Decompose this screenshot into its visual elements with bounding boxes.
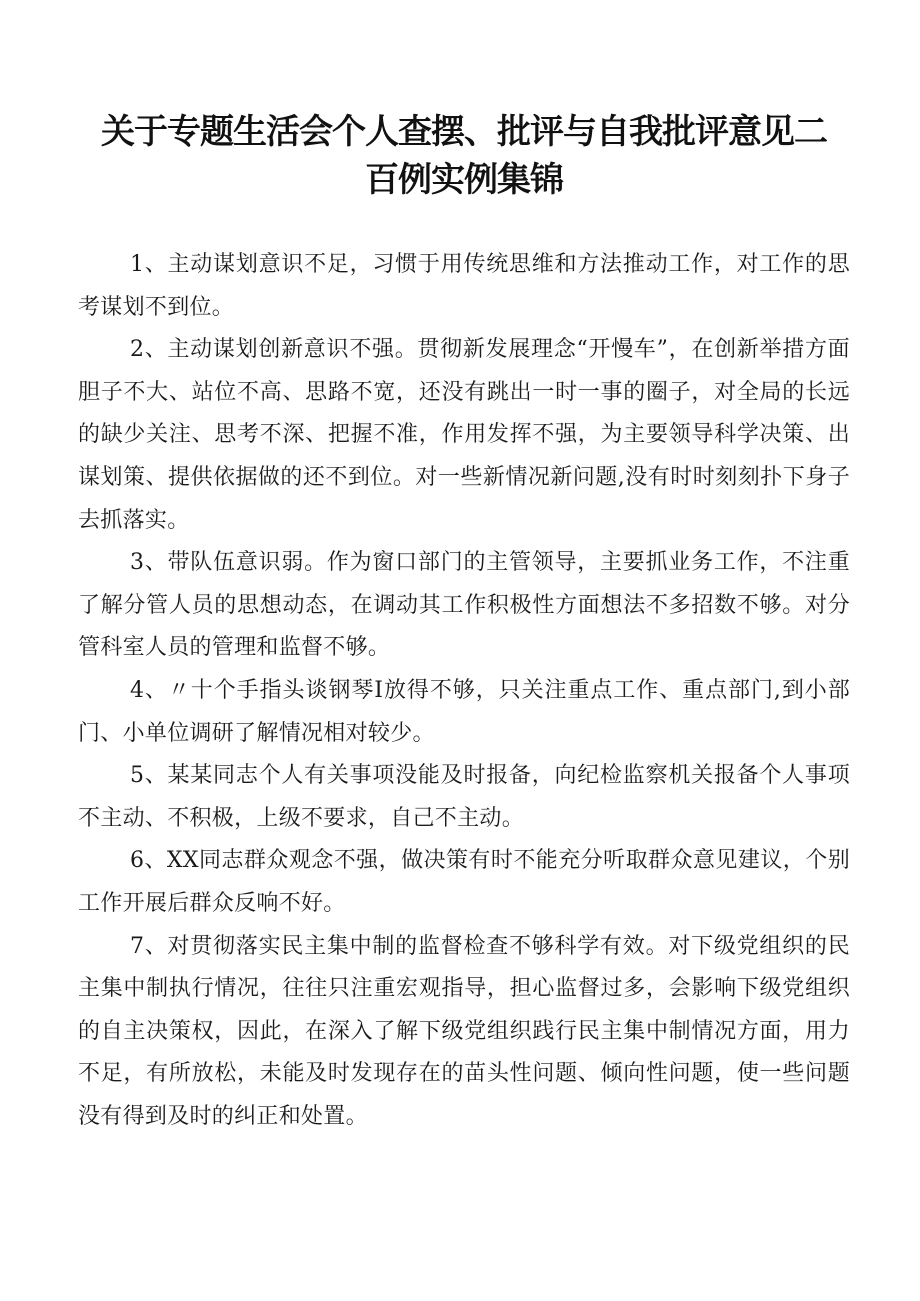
document-title-line-2: 百例实例集锦 bbox=[365, 160, 563, 200]
document-title-line-1: 关于专题生活会个人查摆、批评与自我批评意见二 bbox=[101, 112, 827, 152]
document-body bbox=[78, 244, 850, 1138]
paragraph-3: 3、带队伍意识弱。作为窗口部门的主管领导，主要抓业务工作，不注重了解分管人员的思想动态，在调动其工作积极性方面想法不多招数不够。对分管科室人员的管理和监督不够。 bbox=[78, 550, 850, 661]
document-title bbox=[78, 108, 850, 204]
paragraph-5: 5、某某同志个人有关事项没能及时报备，向纪检监察机关报备个人事项不主动、不积极，上级不要求，自己不主动。 bbox=[78, 763, 850, 831]
paragraph-4: 4、〃十个手指头谈钢琴I放得不够，只关注重点工作、重点部门,到小部门、小单位调研了解情况相对较少。 bbox=[78, 677, 850, 746]
paragraph-2: 2、主动谋划创新意识不强。贯彻新发展理念“开慢车”，在创新举措方面胆子不大、站位不高、思路不宽，还没有跳出一时一事的圈子，对全局的长远的缺少关注、思考不深、把握不准，作用发挥不强，为主要领导科学决策、出谋划策、提供依据做的还不到位。对一些新情况新问题,没有时时刻刻扑下身子去抓落实。 bbox=[78, 337, 850, 533]
paragraph-7: 7、对贯彻落实民主集中制的监督检查不够科学有效。对下级党组织的民主集中制执行情况，往往只注重宏观指导，担心监督过多，会影响下级党组织的自主决策权，因此，在深入了解下级党组织践行民主集中制情况方面，用力不足，有所放松，未能及时发现存在的苗头性问题、倾向性问题，使一些问题没有得到及时的纠正和处置。 bbox=[78, 933, 850, 1129]
paragraph-1: 1、主动谋划意识不足，习惯于用传统思维和方法推动工作，对工作的思考谋划不到位。 bbox=[78, 252, 850, 320]
paragraph-6: 6、XX同志群众观念不强，做决策有时不能充分听取群众意见建议，个别工作开展后群众反响不好。 bbox=[78, 848, 850, 916]
